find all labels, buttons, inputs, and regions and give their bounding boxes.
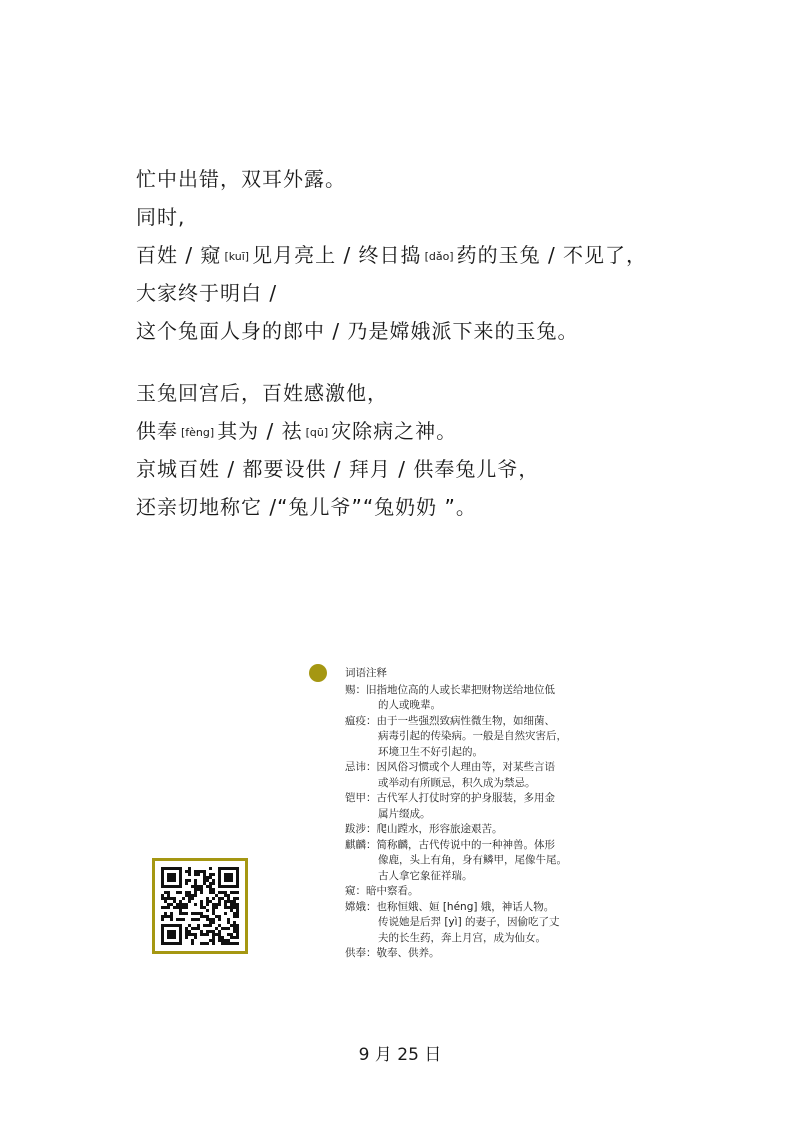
note-line: 夫的长生药，奔上月宫，成为仙女。: [378, 931, 546, 944]
qr-code[interactable]: [152, 858, 248, 954]
story-line-7-part-c: 灾除病之神。: [331, 419, 458, 443]
story-line: [136, 488, 776, 526]
story-line-6: 玉兔回宫后，百姓感激他，: [136, 381, 388, 405]
note-line: 麒麟：简称麟，古代传说中的一种神兽。体形: [345, 838, 555, 851]
story-line-7-part-b: 其为 / 祛: [217, 419, 303, 443]
qr-code-icon: [161, 867, 239, 945]
story-line: [136, 160, 776, 198]
notes-title: 词语注释: [345, 667, 387, 679]
note-line: 瘟疫：由于一些强烈致病性微生物，如细菌、: [345, 714, 555, 727]
page-date: 9 月 25 日: [358, 1045, 442, 1065]
note-line: 赐：旧指地位高的人或长辈把财物送给地位低: [345, 683, 555, 696]
story-text: [136, 160, 776, 526]
story-line-4: 大家终于明白 /: [136, 281, 278, 305]
story-line-1: 忙中出错，双耳外露。: [136, 167, 346, 191]
note-line: 铠甲：古代军人打仗时穿的护身服装，多用金: [345, 792, 555, 804]
note-item: [345, 683, 635, 714]
story-line: [136, 374, 776, 412]
note-line: 像鹿，头上有角，身有鳞甲，尾像牛尾。: [378, 854, 567, 866]
olive-dot-icon: [309, 664, 327, 682]
note-item: [345, 760, 635, 791]
note-line: 窥：暗中察看。: [345, 885, 419, 897]
story-line: [136, 312, 776, 350]
story-line-3-part-c: 药的玉兔 / 不见了，: [456, 243, 648, 267]
vocabulary-notes: [345, 666, 635, 962]
story-line-9: 还亲切地称它 /“兔儿爷”“兔奶奶 ”。: [136, 495, 477, 519]
story-line-3-part-b: 见月亮上 / 终日捣: [252, 243, 422, 267]
note-item: [345, 946, 635, 962]
story-line: [136, 412, 776, 450]
note-line: 供奉：敬奉、供养。: [345, 947, 440, 959]
pinyin-feng: [fèng]: [181, 426, 215, 439]
story-line-3-part-a: 百姓 / 窥: [136, 243, 222, 267]
note-line: 环境卫生不好引起的。: [378, 745, 483, 758]
story-line: [136, 450, 776, 488]
note-line: 或举动有所顾忌，积久成为禁忌。: [378, 776, 536, 789]
story-line-8: 京城百姓 / 都要设供 / 拜月 / 供奉兔儿爷，: [136, 457, 540, 481]
story-line-7-part-a: 供奉: [136, 419, 178, 443]
note-line: 嫦娥：也称恒娥、姮 [héng] 娥，神话人物。: [345, 900, 555, 913]
paragraph-gap: [136, 350, 776, 374]
note-item: [345, 822, 635, 838]
note-line: 跋涉：爬山蹚水，形容旅途艰苦。: [345, 823, 503, 835]
story-line: [136, 236, 776, 274]
note-line: 忌讳：因风俗习惯或个人理由等，对某些言语: [345, 761, 555, 773]
note-item: [345, 791, 635, 822]
pinyin-kui: [kuī]: [224, 250, 250, 263]
note-item: [345, 838, 635, 885]
story-line: [136, 198, 776, 236]
pinyin-qu: [qū]: [305, 426, 329, 439]
note-line: 病毒引起的传染病。一般是自然灾害后，: [378, 730, 567, 742]
story-line-5: 这个兔面人身的郎中 / 乃是嫦娥派下来的玉兔。: [136, 319, 579, 343]
note-item: [345, 900, 635, 947]
note-item: [345, 714, 635, 761]
note-line: 的人或晚辈。: [378, 699, 441, 711]
note-line: 传说她是后羿 [yì] 的妻子，因偷吃了丈: [378, 916, 560, 928]
story-line: [136, 274, 776, 312]
story-line-2: 同时,: [136, 205, 186, 229]
note-line: 属片缀成。: [378, 807, 431, 820]
note-line: 古人拿它象征祥瑞。: [378, 869, 473, 882]
note-item: [345, 884, 635, 900]
pinyin-dao: [dǎo]: [424, 250, 454, 263]
